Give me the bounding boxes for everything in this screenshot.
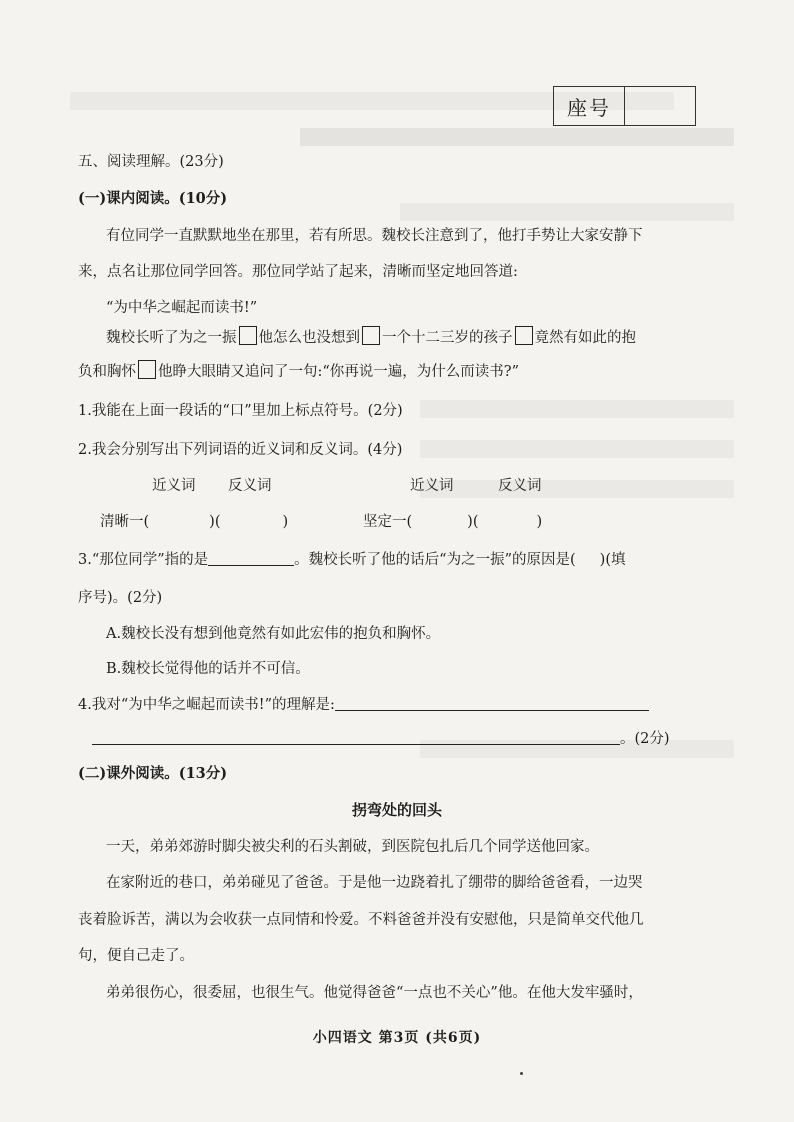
section-heading: 五、阅读理解。(23分) xyxy=(78,154,224,170)
story-para1: 一天，弟弟郊游时脚尖被尖利的石头割破，到医院包扎后几个同学送他回家。 xyxy=(106,839,599,855)
text-segment: 魏校长听了为之一振 xyxy=(106,330,237,346)
option-b: B.魏校长觉得他的话并不可信。 xyxy=(106,661,310,677)
word-row-1 xyxy=(100,512,288,532)
page-footer: 小四语文 第3页 (共6页) xyxy=(312,1030,482,1046)
text-segment: 4.我对“为中华之崛起而读书!”的理解是: xyxy=(78,697,335,713)
text-segment: 。魏校长听了他的话后“为之一振”的原因是( xyxy=(294,552,576,568)
bleed-through-shade xyxy=(300,128,734,146)
bleed-through-shade xyxy=(400,203,734,221)
word-clear: 清晰一( xyxy=(100,514,150,530)
punctuation-box-2[interactable] xyxy=(362,326,380,345)
paren-separator: )( xyxy=(209,514,221,530)
bleed-through-shade xyxy=(420,440,734,458)
seat-number-field[interactable] xyxy=(625,87,695,125)
question-3-line2: 序号)。(2分) xyxy=(78,590,163,606)
text-segment: 他睁大眼睛又追问了一句:“你再说一遍，为什么而读书?” xyxy=(158,364,519,380)
word-firm: 坚定一( xyxy=(363,514,413,530)
text-segment: 3.“那位同学”指的是 xyxy=(78,552,209,568)
story-para2-line3: 句，便自己走了。 xyxy=(78,948,194,964)
text-segment: 。(2分) xyxy=(620,731,670,747)
passage1-line4 xyxy=(106,326,636,348)
text-segment: )(填 xyxy=(599,552,626,568)
text-segment: 他怎么也没想到 xyxy=(258,330,360,346)
story-para2-line1: 在家附近的巷口，弟弟碰见了爸爸。于是他一边跷着扎了绷带的脚给爸爸看，一边哭 xyxy=(106,875,643,891)
passage1-quote: “为中华之崛起而读书!” xyxy=(106,300,258,316)
paren-close: ) xyxy=(282,514,289,530)
story-para2-line2: 丧着脸诉苦，满以为会收获一点同情和怜爱。不料爸爸并没有安慰他，只是简单交代他几 xyxy=(78,912,644,928)
answer-line-2[interactable] xyxy=(92,744,620,745)
punctuation-box-3[interactable] xyxy=(515,326,533,345)
text-segment: 一个十二三岁的孩子 xyxy=(382,330,513,346)
passage1-line5 xyxy=(78,360,519,382)
text-segment: 负和胸怀 xyxy=(78,364,136,380)
story-para3: 弟弟很伤心，很委屈，也很生气。他觉得爸爸“一点也不关心”他。在他大发牢骚时， xyxy=(106,985,643,1001)
bleed-through-shade xyxy=(420,480,734,498)
antonym-label-2: 反义词 xyxy=(498,478,542,494)
antonym-label-1: 反义词 xyxy=(228,478,272,494)
seat-number-label: 座号 xyxy=(554,87,625,125)
paren-separator: )( xyxy=(467,514,479,530)
punctuation-box-4[interactable] xyxy=(138,360,156,379)
seat-number-box xyxy=(553,86,696,126)
text-segment: 竟然有如此的抱 xyxy=(534,330,636,346)
part2-heading: (二)课外阅读。(13分) xyxy=(78,765,228,782)
story-title: 拐弯处的回头 xyxy=(351,801,442,819)
option-a: A.魏校长没有想到他竟然有如此宏伟的抱负和胸怀。 xyxy=(106,626,441,642)
synonym-label-1: 近义词 xyxy=(152,478,196,494)
word-row-2 xyxy=(363,512,542,532)
punctuation-box-1[interactable] xyxy=(239,326,257,345)
question-4-line2 xyxy=(92,729,670,749)
bleed-through-shade xyxy=(420,400,734,418)
passage1-line1: 有位同学一直默默地坐在那里，若有所思。魏校长注意到了，他打手势让大家安静下 xyxy=(106,228,643,244)
question-1: 1.我能在上面一段话的“口”里加上标点符号。(2分) xyxy=(78,403,403,419)
passage1-line2: 来，点名让那位同学回答。那位同学站了起来，清晰而坚定地回答道: xyxy=(78,264,518,280)
part1-heading: (一)课内阅读。(10分) xyxy=(78,190,228,207)
synonym-label-2: 近义词 xyxy=(410,478,454,494)
question-3-line1 xyxy=(78,550,625,570)
question-2: 2.我会分别写出下列词语的近义词和反义词。(4分) xyxy=(78,442,403,458)
question-4-line1 xyxy=(78,695,649,715)
answer-line-1[interactable] xyxy=(335,710,649,711)
paren-close: ) xyxy=(536,514,543,530)
answer-blank-student[interactable] xyxy=(208,565,294,566)
scan-speck xyxy=(520,1072,523,1075)
